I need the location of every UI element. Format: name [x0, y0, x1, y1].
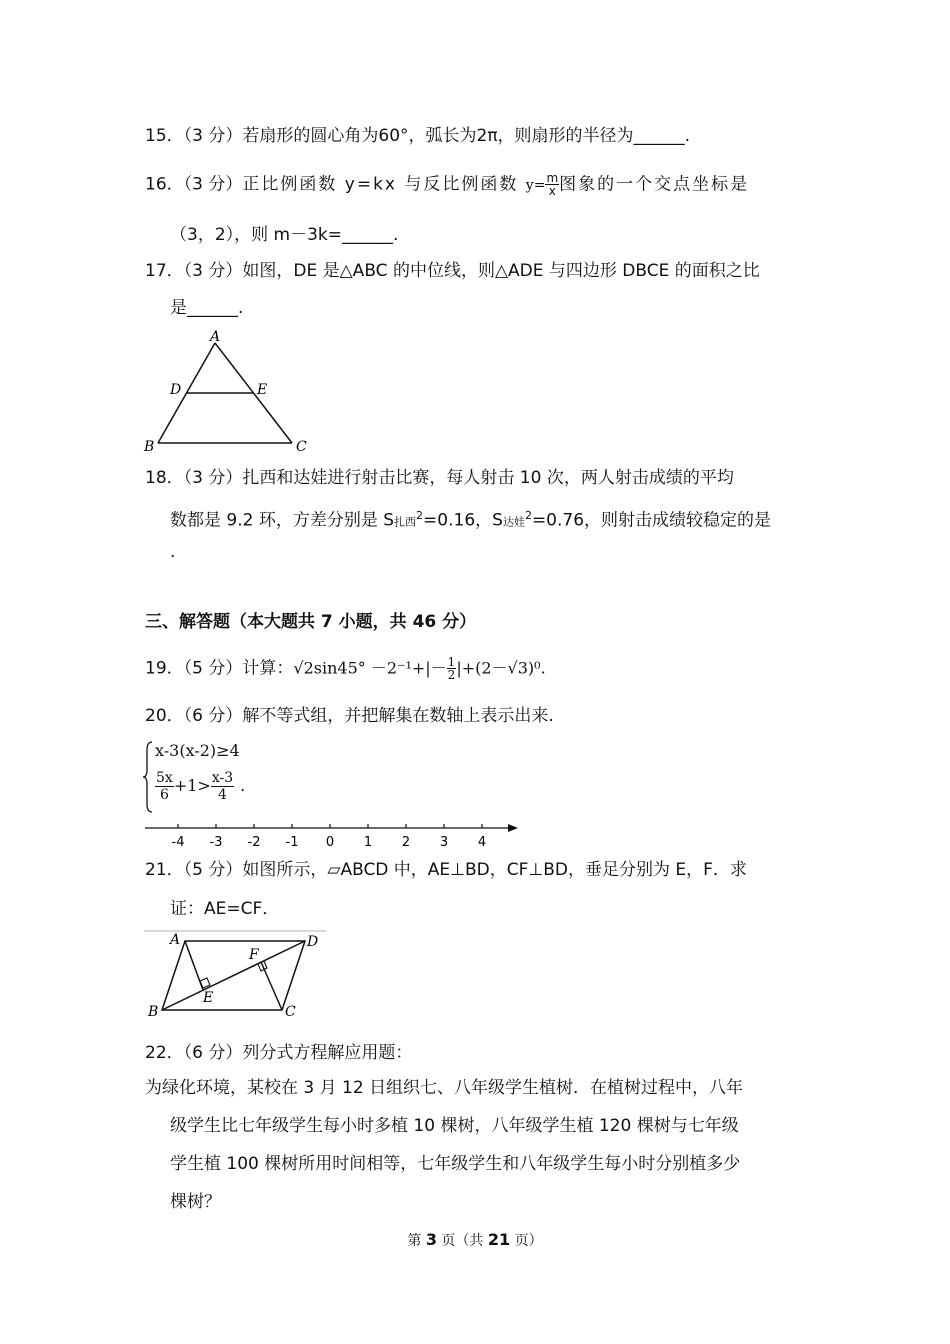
q15-number: 15． — [145, 126, 184, 146]
q22-line3-row — [170, 1114, 739, 1138]
q16-func-num: m — [546, 171, 559, 185]
q22-line2-row — [145, 1076, 743, 1100]
q20-score: （6 分） — [183, 706, 243, 726]
question-17 — [145, 259, 760, 283]
q17-text: 如图，DE 是△ABC 的中位线，则△ADE 与四边形 DBCE 的面积之比 — [242, 261, 760, 281]
page-footer — [0, 1230, 950, 1250]
axis-tick-label: 0 — [325, 835, 335, 850]
axis-arrow-icon — [508, 824, 518, 832]
axis-tick-label: -2 — [247, 835, 261, 850]
section-title — [145, 610, 476, 634]
q21-text: 如图所示，▱ABCD 中，AE⊥BD，CF⊥BD，垂足分别为 E，F．求 — [242, 860, 747, 880]
footer-mid: 页（共 — [436, 1233, 488, 1249]
q19-score: （5 分） — [183, 658, 243, 679]
label-b: B — [144, 439, 155, 455]
q18-sub2: 达娃 — [502, 515, 525, 529]
label-c: C — [285, 1004, 296, 1020]
footer-total-pages: 21 — [487, 1230, 511, 1249]
label-a: A — [170, 932, 181, 948]
label-a: A — [210, 329, 221, 345]
question-18 — [145, 466, 734, 490]
axis-tick-label: 2 — [401, 835, 411, 850]
brace-icon — [143, 740, 153, 814]
q22-score: （6 分） — [183, 1043, 243, 1063]
footer-pre: 第 — [407, 1233, 426, 1249]
question-19 — [145, 656, 546, 681]
ineq-2 — [155, 770, 245, 803]
axis-tick-label: 3 — [439, 835, 449, 850]
label-d: D — [307, 934, 319, 950]
ineq2-num1: 5x — [156, 770, 173, 786]
question-20 — [145, 704, 554, 728]
q22-line5: 棵树？ — [170, 1192, 221, 1212]
q16-line2: （3，2），则 m－3k= — [170, 225, 343, 245]
q18-text: 扎西和达娃进行射击比赛，每人射击 10 次，两人射击成绩的平均 — [242, 468, 734, 488]
inequality-system — [143, 740, 283, 816]
footer-post: 页） — [510, 1233, 543, 1249]
axis-tick-label: 1 — [363, 835, 373, 850]
q22-line5-row — [170, 1190, 221, 1214]
q18-line2-b: =0.16，S — [423, 510, 503, 531]
q18-line2-c: =0.76，则射击成绩较稳定的是 — [531, 510, 772, 531]
q17-score: （3 分） — [183, 261, 243, 281]
ineq2-den1: 6 — [159, 787, 169, 803]
axis-tick-label: -1 — [285, 835, 299, 850]
diagonal-bd — [162, 941, 305, 1010]
triangle-figure — [140, 326, 320, 456]
q19-number: 19． — [145, 658, 184, 679]
question-22 — [145, 1041, 412, 1065]
q16-end: . — [393, 225, 399, 245]
ineq2-frac1 — [155, 770, 174, 803]
q22-line4-row — [170, 1152, 740, 1176]
q20-text: 解不等式组，并把解集在数轴上表示出来. — [242, 706, 554, 726]
q19-expr: √2sin45° －2⁻¹+|－ — [293, 658, 447, 678]
ineq-1: x-3(x-2)≥4 — [155, 741, 240, 760]
question-18-line2 — [170, 504, 771, 535]
q17-line2: 是 — [170, 298, 187, 318]
q19-fraction — [447, 656, 457, 681]
axis-tick-label: 4 — [477, 835, 487, 850]
question-16 — [145, 172, 749, 198]
q18-sub1: 扎西 — [394, 515, 417, 529]
label-d: D — [170, 382, 182, 398]
question-16-line2 — [170, 223, 398, 247]
q18-score: （3 分） — [183, 468, 243, 488]
q17-number: 17． — [145, 261, 184, 281]
q21-line2: 证：AE=CF． — [170, 899, 280, 919]
question-21-line2 — [170, 897, 279, 921]
q16-score: （3 分） — [183, 174, 243, 195]
label-f: F — [249, 947, 259, 963]
q21-number: 21． — [145, 860, 184, 880]
question-21 — [145, 858, 747, 882]
question-18-line3 — [170, 540, 175, 564]
q22-text: 列分式方程解应用题： — [242, 1043, 413, 1063]
q22-line4: 学生植 100 棵树所用时间相等，七年级学生和八年级学生每小时分别植多少 — [170, 1154, 741, 1174]
q18-line2-a: 数都是 9.2 环，方差分别是 S — [170, 510, 395, 531]
ineq2-frac2 — [211, 770, 234, 803]
q15-score: （3 分） — [183, 126, 243, 146]
q16-text2: 图象的一个交点坐标是 — [559, 174, 750, 195]
q21-score: （5 分） — [183, 860, 243, 880]
ineq2-num2: x-3 — [211, 770, 234, 786]
q15-end: . — [684, 126, 690, 146]
q18-line3: . — [170, 542, 176, 562]
axis-tick-label: -4 — [171, 835, 185, 850]
label-c: C — [296, 439, 307, 455]
q22-number: 22． — [145, 1043, 184, 1063]
q22-line2: 为绿化环境，某校在 3 月 12 日组织七、八年级学生植树．在植树过程中，八年 — [145, 1078, 744, 1098]
q19-text: 计算： — [242, 658, 294, 679]
q17-end: . — [238, 298, 244, 318]
q16-func-fraction — [545, 172, 559, 197]
q16-blank: ______ — [342, 225, 394, 245]
q18-number: 18． — [145, 468, 184, 488]
q20-number: 20． — [145, 706, 184, 726]
q16-number: 16． — [145, 174, 184, 195]
label-e: E — [203, 990, 214, 1006]
q17-blank: ______ — [187, 298, 238, 318]
q22-line3: 级学生比七年级学生每小时多植 10 棵树，八年级学生植 120 棵树与七年级 — [170, 1116, 739, 1136]
label-b: B — [148, 1004, 159, 1020]
q19-frac-num: 1 — [447, 655, 456, 669]
q15-blank: ______ — [633, 126, 685, 146]
ineq2-den2: 4 — [218, 787, 227, 803]
section-3-title: 三、解答题（本大题共 7 小题，共 46 分） — [145, 612, 477, 632]
q18-sup1: 2 — [416, 509, 424, 522]
footer-page-number: 3 — [425, 1230, 437, 1249]
ineq-end: . — [240, 776, 246, 795]
q19-frac-den: 2 — [447, 668, 456, 682]
label-e: E — [257, 382, 268, 398]
ineq2-mid: +1> — [173, 776, 211, 795]
axis-tick-label: -3 — [209, 835, 223, 850]
q15-text: 若扇形的圆心角为60°，弧长为2π，则扇形的半径为 — [242, 126, 634, 146]
number-line — [140, 818, 530, 852]
question-17-line2 — [170, 296, 243, 320]
q18-sup2: 2 — [524, 509, 532, 522]
q16-func-lhs: y= — [525, 177, 546, 194]
q16-func-den: x — [548, 184, 556, 198]
q19-expr2: |+(2－√3)⁰. — [456, 658, 546, 678]
q16-text: 正比例函数 y=kx 与反比例函数 — [242, 174, 526, 195]
parallelogram-figure — [140, 928, 330, 1024]
question-15 — [145, 124, 690, 148]
